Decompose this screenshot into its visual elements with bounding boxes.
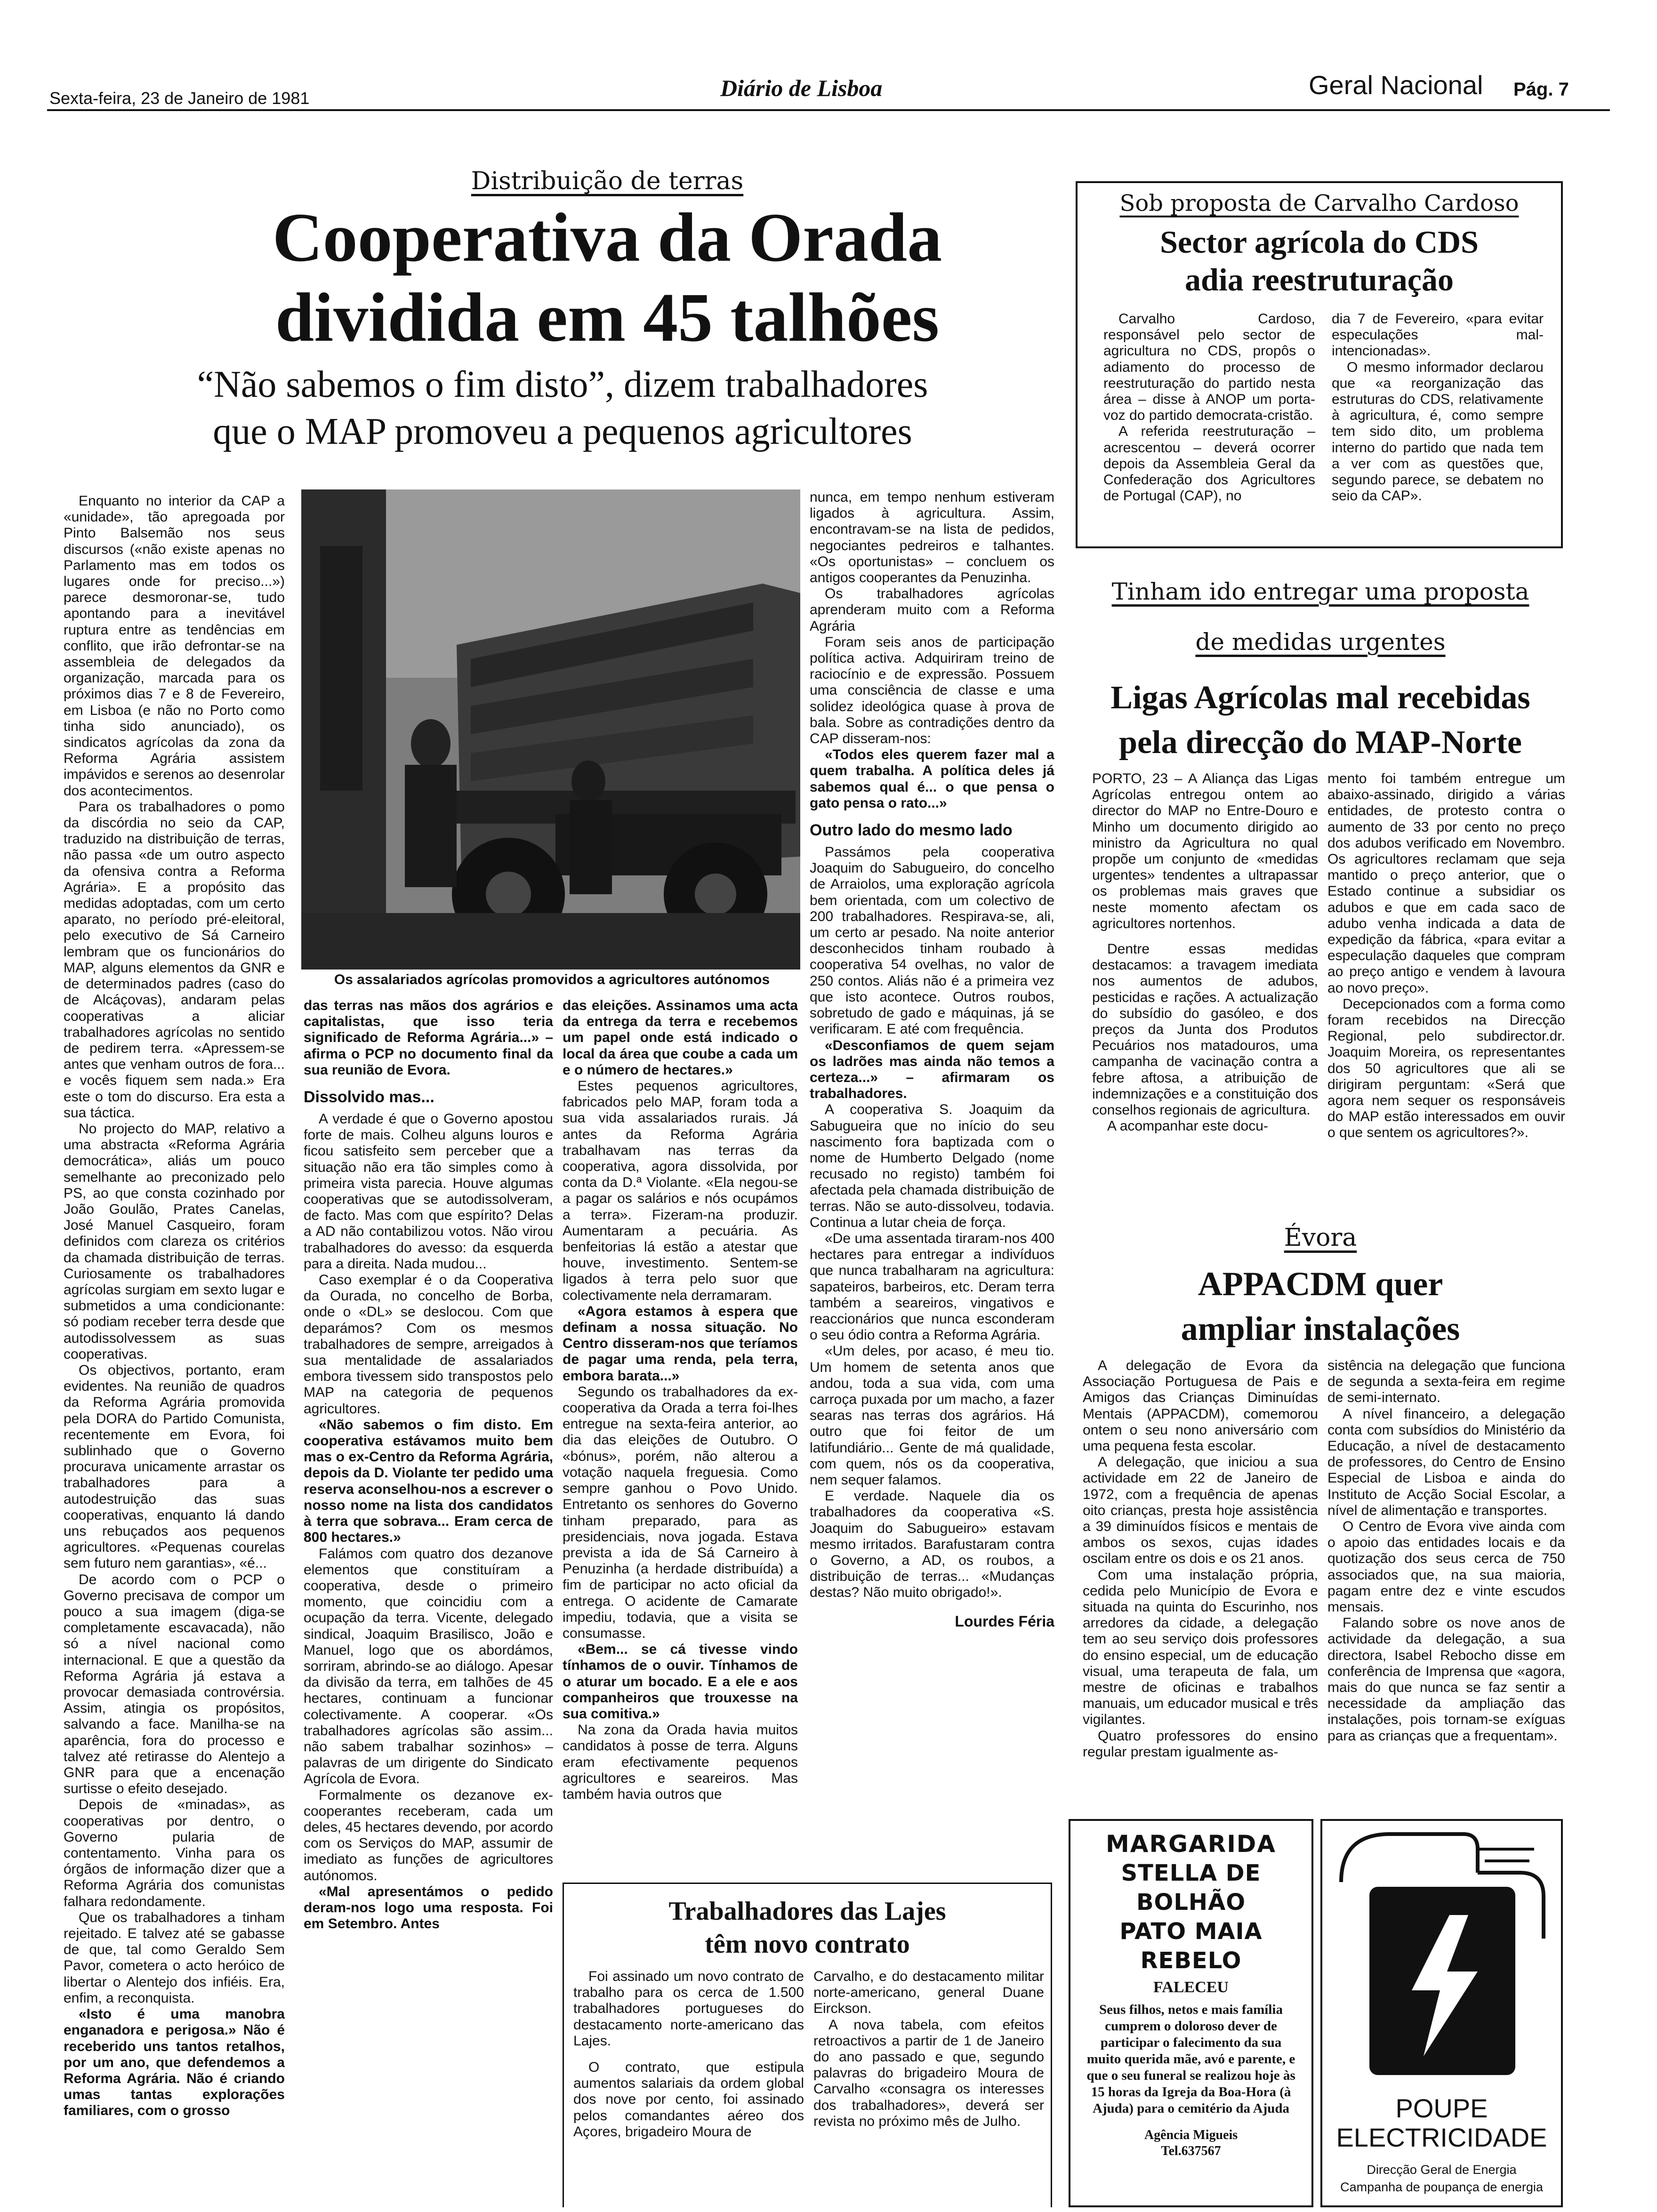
- main-col3-para-4: Segundo os trabalhadores da ex-cooperativa da Orada a terra foi-lhes entregue na sexta-feira anterior, ao dia das eleições de Outubro. O «bónus», porém, não alterou a votação naquela freguesia. Como sempre ganhou o Povo Unido. Entretanto os senhores do Governo tinham preparado, para as presidenciais, nova jogada. Estava prevista a ida de Sá Carneiro à Penuzinha (a herdade distribuída) a fim de participar no acto oficial da entrega. O acidente de Camarate impediu, todavia, que a visita se consumasse.: [563, 1384, 798, 1641]
- obituary-name-line-2: STELLA DE BOLHÃO: [1121, 1860, 1261, 1915]
- appacdm-kicker: Évora: [1284, 1224, 1357, 1252]
- masthead-date: Sexta-feira, 23 de Janeiro de 1981: [49, 88, 310, 108]
- main-col1-para-7: Que os trabalhadores a tinham rejeitado. E talvez até se gabasse de que, tal como Geraldo Sem Pavor, cometera o acto heróico de libertar o Alentejo dos infiéis. Era, enfim, a reconquista.: [64, 1909, 285, 2006]
- appacdm-col2-para-1: sistência na delegação que funciona de segunda a sexta-feira em regime de semi-internato.: [1327, 1358, 1565, 1406]
- main-col4-para-9: «Um deles, por acaso, é meu tio. Um homem de setenta anos que andou, toda a sua vida, com uma carroça puxada por um macho, a fazer searas nas terras dos agrários. Há outro que foi feitor de um latifundiário... Gente de má qualidade, com quem, nós os da cooperativa, nem sequer falamos.: [810, 1343, 1054, 1488]
- lajes-col2-para-1: Carvalho, e do destacamento militar norte-americano, general Duane Eirckson.: [813, 1969, 1044, 2017]
- ligas-col2-para-2: Decepcionados com a forma como foram recebidos na Direcção Regional, pelo subdirector.dr. Joaquim Moreira, os representantes dos 50 agricultores que ali se dirigiram perguntam: «Será que agora nem sequer os responsáveis do MAP estão interessados em ouvir o que sentem os agricultores?».: [1327, 996, 1565, 1141]
- main-col4-subhead: Outro lado do mesmo lado: [810, 821, 1013, 840]
- main-kicker: Distribuição de terras: [471, 167, 744, 195]
- main-col4-para-4: «Todos eles querem fazer mal a quem trabalha. A política deles já sabemos qual é... o que pensa o gato pensa o rato...»: [810, 747, 1054, 811]
- ligas-kicker-line-1: Tinham ido entregar uma proposta: [1111, 578, 1529, 605]
- main-col4-para-3: Foram seis anos de participação política activa. Adquiriram treino de raciocínio e de expressão. Possuem uma consciência de classe e uma solidez ideológica quase à prova de bala. Sobre as contradições dentro da CAP disseram-nos:: [810, 634, 1054, 747]
- ligas-kicker-line-2: de medidas urgentes: [1195, 628, 1446, 656]
- appacdm-col1-para-2: A delegação, que iniciou a sua actividade em 22 de Janeiro de 1972, com a frequência de apenas oito crianças, presta hoje assistência a 39 diminuídos físicos e mentais de ambos os sexos, cujas idades oscilam entre os dois e os 21 anos.: [1083, 1454, 1318, 1567]
- ligas-headline-line-1: Ligas Agrícolas mal recebidas: [1110, 680, 1530, 716]
- main-col4-para-10: E verdade. Naquele dia os trabalhadores da cooperativa «S. Joaquim do Sabugueiro» estavam mesmo irritados. Barafustaram contra o Governo, a AD, os roubos, a distribuição de terras... «Mudanças destas? Não muito obrigado!».: [810, 1488, 1054, 1601]
- ligas-col1-para-3: A acompanhar este docu-: [1107, 1118, 1268, 1134]
- cds-col2-para-2: O mesmo informador declarou que «a reorganização das estruturas do CDS, relativamente à agricultura, é, como sempre tem sido dito, um problema interno do partido que nada tem a ver com as questões que, segundo parece, se debatem no seio da CAP».: [1332, 359, 1544, 504]
- appacdm-headline-line-2: ampliar instalações: [1181, 1310, 1460, 1347]
- ligas-column-1: [1092, 771, 1318, 1237]
- appacdm-col2-para-3: O Centro de Evora vive ainda com o apoio das entidades locais e da quotização dos seus cerca de 750 associados que, na sua maioria, pagam entre dez e vinte escudos mensais.: [1327, 1519, 1565, 1615]
- ligas-col1-para-1: PORTO, 23 – A Aliança das Ligas Agrícolas entregou ontem ao director do MAP no Entre-Douro e Minho um documento dirigido ao ministro da Agricultura no qual propõe um conjunto de «medidas urgentes» tendentes a ultrapassar os problemas mais graves que neste momento afectam os agricultores nortenhos.: [1092, 771, 1318, 931]
- main-col3-para-5: «Bem... se cá tivesse vindo tínhamos de o ouvir. Tínhamos de o aturar um bocado. E a ele e aos companheiros que trouxesse na sua comitiva.»: [563, 1642, 798, 1722]
- appacdm-col2-para-2: A nível financeiro, a delegação conta com subsídios do Ministério da Educação, a nível de destacamento de professores, do Centro de Ensino Especial de Lisboa e ainda do Instituto de Acção Social Escolar, a nível de alimentação e transportes.: [1327, 1406, 1565, 1518]
- main-col2-para-3: Caso exemplar é o da Cooperativa da Ourada, no concelho de Borba, onde o «DL» se deslocou. Com que deparámos? Com os mesmos trabalhadores de sempre, arreigados à sua mentalidade de assalariados embora tivessem sido transpostos pelo MAP na categoria de pequenos agricultores.: [304, 1272, 553, 1417]
- main-col2-para-1: das terras nas mãos dos agrários e capitalistas, que isso teria significado de Reforma Agrária...» – afirma o PCP no documento final da sua reunião de Evora.: [304, 998, 553, 1078]
- lajes-col1-para-1: Foi assinado um novo contrato de trabalho para os cerca de 1.500 trabalhadores portugueses do destacamento norte-americano das Lajes.: [573, 1969, 804, 2049]
- main-headline-line-1: Cooperativa da Orada: [272, 199, 942, 276]
- ad-line-3: Direcção Geral de Energia: [1367, 2163, 1517, 2177]
- main-col4-para-6: «Desconfiamos de quem sejam os ladrões mas ainda não temos a certeza...» – afirmaram os trabalhadores.: [810, 1037, 1054, 1102]
- cds-column-2: [1332, 311, 1544, 537]
- appacdm-col1-para-3: Com uma instalação própria, cedida pelo Município de Evora e situada na quinta do Escurinho, nos arredores da cidade, a delegação tem ao seu serviço dois professores do ensino especial, um de educação visual, uma terapeuta de fala, um mestre de oficinas e trabalhos manuais, um educador musical e três vigilantes.: [1083, 1567, 1318, 1728]
- cds-article-box: [1076, 181, 1563, 548]
- main-col2-para-2: A verdade é que o Governo apostou forte de mais. Colheu alguns louros e ficou satisfeito sem perceber que a situação não era tão simples como à primeira vista parecia. Houve algumas cooperativas que se autodissolveram, de facto. Mas com que espírito? Delas a AD não contabilizou votos. Não virou trabalhadores do avesso: da esquerda para a direita. Nada mudou...: [304, 1111, 553, 1272]
- main-col3-para-3: «Agora estamos à espera que definam a nossa situação. No Centro disseram-nos que teríamos de pagar uma renda, pela terra, embora barata...»: [563, 1303, 798, 1384]
- ligas-col1-para-2: Dentre essas medidas destacamos: a travagem imediata nos aumentos de adubos, pesticidas e rações. A actualização do subsídio do gasóleo, e dos preços da Junta dos Produtos Pecuários nos matadouros, uma campanha de vacinação contra a febre aftosa, a atribuição de indemnizações e a constituição dos conselhos regionais de agricultura.: [1092, 941, 1318, 1118]
- appacdm-column-2: [1327, 1358, 1565, 1786]
- masthead-section: Geral Nacional: [1309, 70, 1483, 100]
- cds-col1-para-1: Carvalho Cardoso, responsável pelo sector de agricultura no CDS, propôs o adiamento do processo de reestruturação do partido nesta área – disse à ANOP um porta-voz do partido democrata-cristão.: [1103, 311, 1315, 424]
- main-column-1: [64, 493, 285, 2206]
- main-col3-para-1: das eleições. Assinamos uma acta da entrega da terra e recebemos um papel onde está indicado o local da área que coube a cada um e o número de hectares.»: [563, 998, 798, 1078]
- main-col4-para-8: «De uma assentada tiraram-nos 400 hectares para entregar a indivíduos que nunca trabalharam na agricultura: sapateiros, barbeiros, etc. Deram terra também a seareiros, vingativos e reaccionários que nunca esconderam o seu ódio contra a Reforma Agrária.: [810, 1230, 1054, 1343]
- main-column-3: [563, 998, 798, 1868]
- appacdm-headline-line-1: APPACDM quer: [1198, 1265, 1443, 1303]
- lajes-headline-line-1: Trabalhadores das Lajes: [668, 1897, 946, 1926]
- ligas-column-2: [1327, 771, 1565, 1237]
- obituary-label: FALECEU: [1153, 1979, 1229, 1996]
- obituary-notice: [1069, 1819, 1313, 2207]
- main-col1-para-1: Enquanto no interior da CAP a «unidade», tão apregoada por Pinto Balsemão nos seus discursos («não existe apenas no Parlamento mas em todos os lugares onde for preciso...») parece desmoronar-se, tudo apontando para a inevitável ruptura entre as tendências em conflito, que irão defrontar-se na assembleia de delegados da organização, marcada para os próximos dias 7 e 8 de Fevereiro, em Lisboa (e não no Porto como tinha sido anunciado), os sindicatos agrícolas da zona da Reforma Agrária assistem impávidos e serenos ao desenrolar dos acontecimentos.: [64, 493, 285, 799]
- appacdm-column-1: [1083, 1358, 1318, 1786]
- main-col2-para-7: «Mal apresentámos o pedido deram-nos logo uma resposta. Foi em Setembro. Antes: [304, 1883, 553, 1932]
- truck-photo-illustration: [301, 489, 800, 970]
- ligas-col2-para-1: mento foi também entregue um abaixo-assinado, dirigido a várias entidades, de protesto contra o aumento de 33 por cento no preço dos adubos verificado em Novembro. Os agricultores reclamam que seja mantido o preço anterior, que o Estado continue a subsidiar os adubos e que em cada saco de adubo venha indicada a data de expedição da fábrica, «para evitar a especulação daqueles que compram ao preço antigo e vendem à lavoura ao novo preço».: [1327, 771, 1565, 996]
- main-col4-para-7: A cooperativa S. Joaquim da Sabugueira que no início do seu nascimento fora baptizada com o nome de Humberto Delgado (nome recusado no registo) também foi afectada pela chamada distribuição de terras. Não se auto-dissolveu, todavia. Continua a lutar cheia de força.: [810, 1102, 1054, 1230]
- cds-column-1: [1103, 311, 1315, 537]
- cds-headline-line-1: Sector agrícola do CDS: [1160, 224, 1479, 260]
- obituary-agency: Agência Migueis: [1144, 2128, 1238, 2142]
- appacdm-col1-para-1: A delegação de Evora da Associação Portuguesa de Pais e Amigos das Crianças Diminuídas Mentais (APPACDM), comemorou ontem o seu nono aniversário com uma pequena festa escolar.: [1083, 1358, 1318, 1454]
- main-subtitle-line-1: “Não sabemos o fim disto”, dizem trabalhadores: [197, 364, 928, 405]
- main-col1-para-5: De acordo com o PCP o Governo precisava de compor um pouco a sua imagem (diga-se completamente escavacada), não só a nível nacional como internacional. E que a questão da Reforma Agrária já estava a provocar demasiada controvérsia. Assim, atingia os propósitos, salvando a face. Manilha-se na aparência, fora do processo e talvez até retirasse do Alentejo a GNR para que a encenação surtisse o efeito desejado.: [64, 1571, 285, 1797]
- appacdm-col2-para-4: Falando sobre os nove anos de actividade da delegação, a sua directora, Isabel Rebocho disse em conferência de Imprensa que «agora, mais do que nunca se faz sentir a necessidade da ampliação das instalações, pois tornam-se exíguas para as crianças que a frequentam».: [1327, 1615, 1565, 1744]
- cds-col2-para-1: dia 7 de Fevereiro, «para evitar especulações mal-intencionadas».: [1332, 311, 1544, 359]
- masthead-page-number: Pág. 7: [1513, 79, 1569, 100]
- ad-line-1: POUPE: [1395, 2093, 1488, 2123]
- main-column-4: [810, 489, 1054, 1892]
- ad-line-4: Campanha de poupança de energia: [1340, 2180, 1543, 2194]
- obituary-text: Seus filhos, netos e mais família cumprem o doloroso dever de participar o falecimento da sua muito querida mãe, avó e parente, e que o seu funeral se realizou hoje às 15 horas da Igreja da Boa-Hora (à Ajuda) para o cemitério da Ajuda: [1086, 2002, 1295, 2116]
- main-col4-para-1: nunca, em tempo nenhum estiveram ligados à agricultura. Assim, encontravam-se na lista de pedidos, negociantes pedreiros e talhantes. «Os oportunistas» – concluem os antigos cooperantes da Penuzinha.: [810, 489, 1054, 586]
- lajes-headline-line-2: têm novo contrato: [705, 1930, 910, 1959]
- main-col3-para-2: Estes pequenos agricultores, fabricados pelo MAP, foram toda a sua vida assalariados rurais. Já antes da Reforma Agrária trabalhavam nas terras da cooperativa, agora dissolvida, por conta da D.ª Violante. «Ela negou-se a pagar os salários e nós ocupámos a terra». Fizeram-na produzir. Aumentaram a pecuária. As benfeitorias lá estão a atestar que houve, investimento. Sentem-se ligados à terra pelo suor que colectivamente nela derramaram.: [563, 1078, 798, 1303]
- main-col2-para-5: Falámos com quatro dos dezanove elementos que constituíram a cooperativa, desde o primeiro momento, que coincidiu com a ocupação da terra. Vicente, delegado sindical, Joaquim Brasilisco, João e Manuel, logo que os abordámos, sorriram, abrindo-se ao diálogo. Apesar da divisão da terra, em talhões de 45 hectares, continuam a funcionar colectivamente. A cooperar. «Os trabalhadores agrícolas são assim... não sabem trabalhar sozinhos» – palavras de um dirigente do Sindicato Agrícola de Evora.: [304, 1546, 553, 1787]
- main-col4-para-5: Passámos pela cooperativa Joaquim do Sabugueiro, do concelho de Arraiolos, uma exploração agrícola bem orientada, com um colectivo de 200 trabalhadores. Respirava-se, ali, um certo ar pesado. Na noite anterior desconhecidos tinham roubado à cooperativa 54 ovelhas, no valor de 250 contos. Aliás não é a primeira vez que isto acontece. Outros roubos, sobretudo de gado e máquinas, já se verificaram. E até com frequência.: [810, 844, 1054, 1037]
- lajes-article-box: [563, 1883, 1052, 2207]
- lajes-column-2: [813, 1969, 1044, 2204]
- ad-line-2: ELECTRICIDADE: [1336, 2123, 1547, 2152]
- main-col2-para-4: «Não sabemos o fim disto. Em cooperativa estávamos muito bem mas o ex-Centro da Reforma Agrária, depois da D. Violante ter pedido uma reserva aconselhou-nos a escrever o nosso nome na lista dos candidatos à terra que sobrava... Eram cerca de 800 hectares.»: [304, 1417, 553, 1546]
- main-col1-para-6: Depois de «minadas», as cooperativas por dentro, o Governo pularia de contentamento. Vinha para os órgãos de informação dizer que a Reforma Agrária dos comunistas falhara redondamente.: [64, 1797, 285, 1909]
- main-col1-para-3: No projecto do MAP, relativo a uma abstracta «Reforma Agrária democrática», aliás um pouco semelhante ao preconizado pelo PS, ao que consta cozinhado por João Goulão, Prates Canelas, José Manuel Casqueiro, foram definidos com clareza os critérios da chamada distribuição de terras. Curiosamente os trabalhadores agrícolas surgiam em sexto lugar e submetidos a uma condicionante: só podiam receber terra desde que autodissolvessem as suas cooperativas.: [64, 1121, 285, 1362]
- cds-headline-line-2: adia reestruturação: [1185, 262, 1454, 297]
- lajes-col1-para-2: O contrato, que estipula aumentos salariais da ordem global dos nove por cento, foi assinado pelos comandantes aéreo dos Açores, brigadeiro Moura de: [573, 2060, 804, 2140]
- masthead: [0, 0, 1657, 113]
- lajes-col2-para-2: A nova tabela, com efeitos retroactivos a partir de 1 de Janeiro do ano passado e que, segundo palavras do brigadeiro Moura de Carvalho «consagra os interesses dos trabalhadores», deverá ser revista no próximo mês de Julho.: [813, 2017, 1044, 2129]
- appacdm-col1-para-4: Quatro professores do ensino regular prestam igualmente as-: [1083, 1728, 1318, 1760]
- obituary-phone: Tel.637567: [1161, 2144, 1221, 2158]
- main-column-2: [304, 998, 553, 2207]
- masthead-rule: [47, 109, 1610, 111]
- cds-col1-para-2: A referida reestruturação – acrescentou – deverá ocorrer depois da Assembleia Geral da Confederação dos Agricultores de Portugal (CAP), no: [1103, 424, 1315, 504]
- energy-saving-ad: [1320, 1819, 1563, 2207]
- main-col1-para-8: «Isto é uma manobra enganadora e perigosa.» Não é receberido uns tantos retalhos, por um ano, que defendemos a Reforma Agrária. Não é criando umas tantas explorações familiares, com o grosso: [64, 2006, 285, 2119]
- main-subtitle-line-2: que o MAP promoveu a pequenos agricultores: [213, 411, 912, 452]
- main-col2-subhead: Dissolvido mas...: [304, 1088, 434, 1106]
- main-col4-para-2: Os trabalhadores agrícolas aprenderam muito com a Reforma Agrária: [810, 586, 1054, 634]
- obituary-name-line-3: PATO MAIA REBELO: [1119, 1918, 1263, 1974]
- masthead-paper-name: Diário de Lisboa: [720, 75, 883, 101]
- main-col1-para-4: Os objectivos, portanto, eram evidentes. Na reunião de quadros da Reforma Agrária promovida pela DORA do Partido Comunista, recentemente em Evora, foi sublinhado que o Governo procurava unicamente arrastar os trabalhadores para a autodestruição das suas cooperativas, enquanto lá dando uns rebuçados aos pequenos agricultores. «Pequenas courelas sem futuro nem garantias», «é...: [64, 1362, 285, 1571]
- cds-kicker: Sob proposta de Carvalho Cardoso: [1119, 190, 1519, 216]
- ligas-headline-line-2: pela direcção do MAP-Norte: [1119, 724, 1522, 761]
- main-headline-line-2: dividida em 45 talhões: [275, 279, 940, 356]
- main-byline: Lourdes Féria: [955, 1612, 1054, 1630]
- photo-caption: Os assalariados agrícolas promovidos a agricultores autónomos: [334, 972, 770, 987]
- main-col1-para-2: Para os trabalhadores o pomo da discórdia no seio da CAP, traduzido na distribuição de terras, não passa «de um outro aspecto da ofensiva contra a Reforma Agrária». E a propósito das medidas adoptadas, com um certo aparato, no período pré-eleitoral, pelo executivo de Sá Carneiro lembram que os funcionários do MAP, alguns elementos da GNR e de determinados padres (caso do de Alcáçovas), andaram pelas cooperativas a aliciar trabalhadores agrícolas no sentido de pedirem terra. «Apressem-se antes que venham outros de fora... e vocês fiquem sem nada.» Era este o tom do discurso. Era esta a sua táctica.: [64, 799, 285, 1121]
- main-col3-para-6: Na zona da Orada havia muitos candidatos à posse de terra. Alguns eram efectivamente pequenos agricultores e seareiros. Mas também havia outros que: [563, 1722, 798, 1802]
- main-col2-para-6: Formalmente os dezanove ex-cooperantes receberam, cada um deles, 45 hectares devendo, por acordo com os Serviços do MAP, assumir de imediato as funções de agricultores autónomos.: [304, 1787, 553, 1883]
- lajes-column-1: [573, 1969, 804, 2204]
- light-switch-icon: [1322, 1821, 1561, 2089]
- obituary-name-line-1: MARGARIDA: [1106, 1830, 1276, 1858]
- main-photo: [301, 489, 800, 970]
